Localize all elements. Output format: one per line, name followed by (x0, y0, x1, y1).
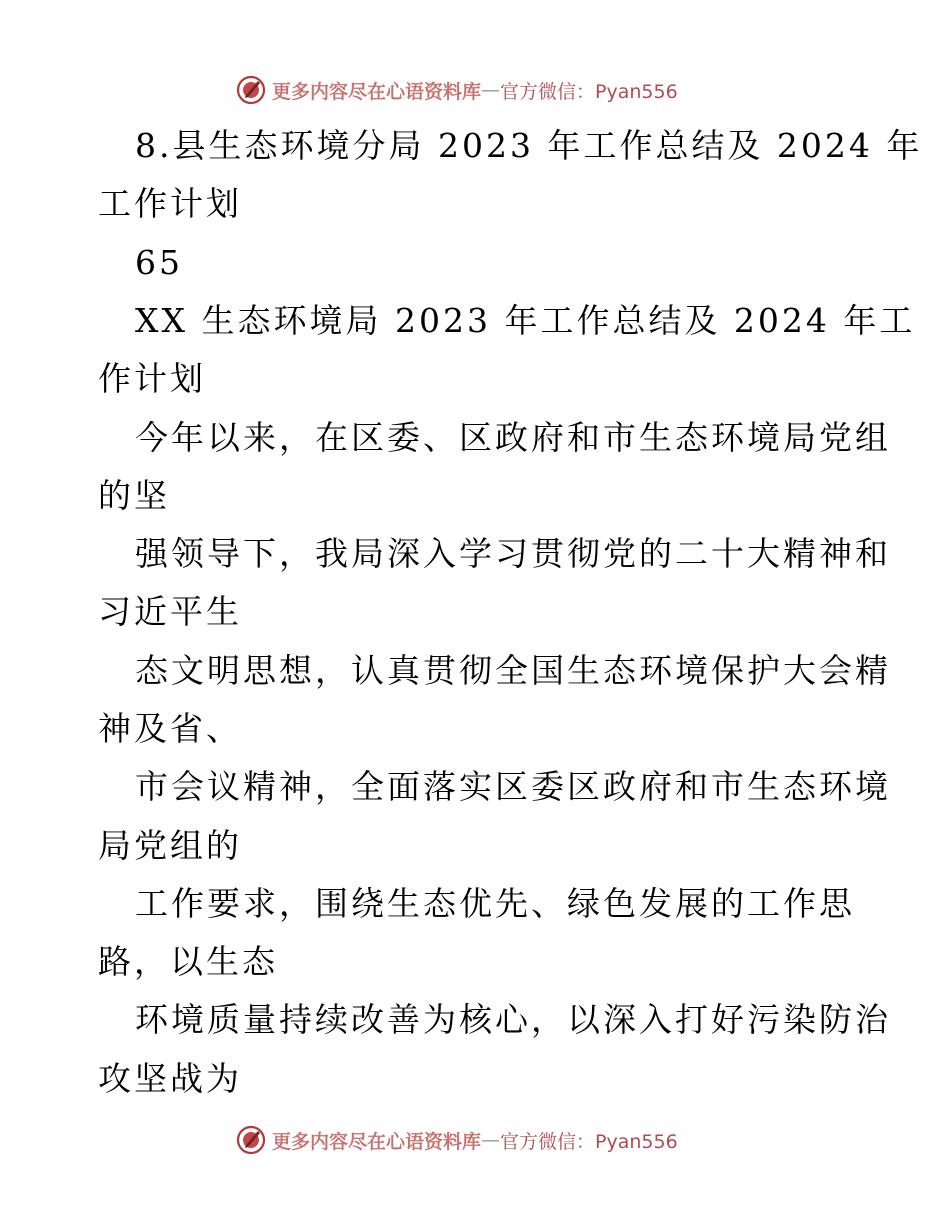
pen-logo-icon (236, 1125, 266, 1155)
watermark-text: 更多内容尽在心语资料库 (272, 1130, 482, 1153)
text-line: 路，以生态 (98, 942, 278, 981)
text-line: 的坚 (98, 476, 170, 515)
text-line: XX 生态环境局 2023 年工作总结及 2024 年工 (135, 301, 916, 340)
watermark-text: 更多内容尽在心语资料库 (272, 80, 482, 103)
text-line: 神及省、 (98, 709, 242, 748)
watermark-contact: 官方微信：Pyan556 (500, 1130, 678, 1153)
text-line: 65 (135, 243, 183, 282)
text-line: 今年以来，在区委、区政府和市生态环境局党组 (135, 418, 891, 457)
footer-watermark (236, 1123, 678, 1157)
text-line: 环境质量持续改善为核心，以深入打好污染防治 (135, 1000, 891, 1039)
text-line: 强领导下，我局深入学习贯彻党的二十大精神和 (135, 534, 891, 573)
text-line: 态文明思想，认真贯彻全国生态环境保护大会精 (135, 651, 891, 690)
watermark-dash: — (481, 79, 501, 101)
text-line: 局党组的 (98, 826, 242, 865)
text-line: 攻坚战为 (98, 1059, 242, 1098)
watermark-contact: 官方微信：Pyan556 (500, 80, 678, 103)
text-line: 8.县生态环境分局 2023 年工作总结及 2024 年 (135, 126, 923, 165)
text-line: 市会议精神，全面落实区委区政府和市生态环境 (135, 767, 891, 806)
text-line: 习近平生 (98, 592, 242, 631)
watermark-dash: — (481, 1129, 501, 1151)
text-line: 作计划 (98, 359, 206, 398)
text-line: 工作计划 (98, 184, 242, 223)
text-line: 工作要求，围绕生态优先、绿色发展的工作思 (135, 884, 855, 923)
